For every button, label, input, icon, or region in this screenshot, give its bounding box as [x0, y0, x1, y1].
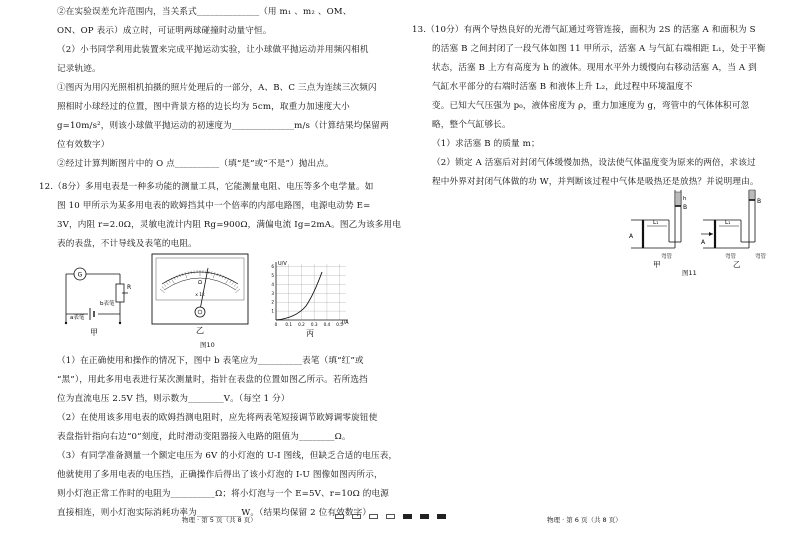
omega-label: Ω	[198, 280, 202, 286]
text-line: g=10m/s²，则该小球做平抛运动的初速度为______________m/s（计算结果均保留两	[57, 121, 389, 131]
question-13-line: 气缸水平部分的右端时活塞 B 和液体上升 L₂，此过程中环境温度不	[432, 82, 693, 92]
h-label: h	[683, 196, 687, 202]
dial-range-label: x 1k	[195, 293, 205, 298]
question-13-line: 13.（10分）有两个导热良好的光滑气缸通过弯管连接，面积为 2S 的活塞 A 和面积为 S	[412, 25, 756, 35]
text-line: ①图丙为用闪光照相机拍摄的照片处理后的一部分，A、B、C 三点为连续三次频闪	[57, 83, 377, 93]
x-tick-label: 0.2	[298, 322, 305, 327]
binding-square	[352, 514, 361, 519]
text-line: 则小灯泡正常工作时的电阻为__________Ω；将小灯泡与一个 E=5V、r=10Ω 的电源	[57, 489, 389, 499]
figure-bing-label: 丙	[306, 329, 314, 338]
piston-b-label: B	[683, 204, 688, 211]
figure-10-caption: 图10	[200, 341, 215, 349]
question-13-line: 的活塞 B 之间封闭了一段气体如图 11 甲所示，活塞 A 与气缸右端相距 L₁，处于平衡	[432, 44, 766, 54]
x-tick-label: 0.4	[323, 322, 331, 327]
l1-label: L₁	[653, 220, 659, 226]
text-line: ②在实验误差允许范围内，当关系式______________（用 m₁ 、m₂ 、OM、	[57, 7, 352, 17]
text-line: 他就使用了多用电表的电压挡，正确操作后得出了该小灯泡的 I-U 图像如图丙所示，	[57, 470, 383, 480]
resistor-label: R	[127, 284, 132, 291]
figure-jia-label: 甲	[90, 328, 98, 336]
liquid-column	[675, 192, 681, 206]
pipe-label: 弯管	[725, 254, 737, 260]
question-12-line: 12.（8分）多用电表是一种多功能的测量工具，它能测量电阻、电压等多个电学量。如	[39, 182, 374, 192]
figure-11-caption: 图11	[682, 269, 697, 277]
figure-10-graph	[262, 258, 354, 338]
text-line: （2）小书同学利用此装置来完成平抛运动实验，让小球做平抛运动并用频闪相机	[57, 45, 369, 55]
figure-10-meter	[150, 252, 250, 334]
x-tick-label: 0.5	[336, 322, 343, 327]
question-13	[412, 21, 765, 192]
right-page-footer: 物理 · 第 6 页（共 8 页）	[547, 516, 622, 524]
iu-curve	[276, 272, 322, 320]
binding-square	[386, 514, 395, 519]
question-13-line: 状态，活塞 B 上方有高度为 h 的液体。现用水平外力缓慢向右移动活塞 A，当 A 到	[432, 63, 757, 73]
figure-11-jia-label: 甲	[653, 260, 661, 268]
graph-xticks	[275, 322, 344, 327]
text-line: ON、OP 表示）成立时，可证明两球碰撞时动量守恒。	[57, 26, 272, 36]
text-line: （2）在使用该多用电表的欧姆挡测电阻时，应先将两表笔短接调节欧姆调零旋钮使	[57, 413, 378, 423]
graph-yticks	[271, 264, 274, 313]
question-13-line: （2）锁定 A 活塞后对封闭气体缓慢加热，设法使气体温度变为原来的两倍，求该过	[432, 158, 756, 168]
left-page-footer: 物理 · 第 5 页（共 8 页）	[182, 516, 257, 524]
question-13-line: 略，整个气缸够长。	[432, 120, 511, 130]
text-line: “黑”），用此多用电表进行某次测量时，指针在表盘的位置如图乙所示。若所选挡	[57, 375, 368, 385]
graph-ylabel: U/V	[278, 261, 287, 267]
text-line: 直接相连，则小灯泡实际消耗功率为__________W。（结果均保留 2 位有效数字）	[57, 508, 372, 518]
text-line: 表盘指针指向右边“0”刻度，此时滑动变阻器接入电路的阻值为________Ω。	[57, 432, 351, 442]
y-tick-label: 4	[271, 281, 274, 287]
question-12	[39, 178, 401, 254]
figure-11-yi	[697, 186, 777, 268]
question-12-parts	[57, 352, 397, 523]
text-line: 照相时小球经过的位置，图中背景方格的边长均为 5cm，取重力加速度大小	[57, 102, 350, 112]
l1-label: L₁	[725, 220, 731, 226]
a-pen-label: a表笔	[70, 315, 85, 321]
liquid-column	[749, 190, 755, 200]
text-line: 位为直流电压 2.5V 挡，则示数为________V。（每空 1 分）	[57, 394, 290, 404]
question-13-line: 程中外界对封闭气体做的功 W，并判断该过程中气体是吸热还是放热？并说明理由。	[432, 177, 759, 187]
text-line: （3）有同学准备测量一个额定电压为 6V 的小灯泡的 U-I 图线，但缺乏合适的电压表，	[57, 451, 398, 461]
right-page	[397, 0, 794, 546]
binding-square	[369, 514, 378, 519]
text-line: 记录轨迹。	[57, 64, 101, 74]
question-12-line: 图 10 甲所示为某多用电表的欧姆挡其中一个倍率的内部电路图，电源电动势 E=	[57, 201, 371, 211]
piston-b-label: B	[757, 198, 762, 205]
text-line: （1）在正确使用和操作的情况下，图中 b 表笔应为__________表笔（填“红”或	[57, 356, 364, 366]
y-tick-label: 6	[271, 264, 274, 270]
y-tick-label: 2	[271, 299, 274, 305]
piston-a-label: A	[701, 239, 706, 246]
text-line: 位有效数字）	[57, 140, 110, 150]
pipe-label: 弯管	[755, 254, 767, 260]
question-13-line: 变。已知大气压强为 p₀，液体密度为 ρ，重力加速度为 g，弯管中的气体体积可忽	[432, 101, 750, 111]
left-top-text	[57, 3, 389, 174]
pipe-label: 弯管	[661, 254, 673, 260]
figure-yi-label: 乙	[196, 326, 204, 334]
question-12-line: 3V，内阻 r=2.0Ω，灵敏电流计内阻 Rg=900Ω，满偏电流 Ig=2mA。图乙为该多用电	[57, 220, 402, 230]
x-tick-label: 0.3	[310, 322, 318, 327]
piston-a-label: A	[629, 233, 634, 240]
galvanometer-label: G	[77, 271, 83, 279]
y-tick-label: 5	[271, 273, 274, 279]
b-pen-label: b表笔	[100, 301, 115, 307]
x-tick-label: 0.1	[285, 322, 293, 327]
text-line: ②经过计算判断图片中的 O 点__________（填“是”或“不是”）抛出点。	[57, 159, 334, 169]
figure-11-yi-label: 乙	[733, 260, 741, 268]
y-tick-label: 3	[271, 290, 274, 296]
graph-grid	[276, 264, 346, 320]
graph-xlabel: I/A	[342, 320, 349, 326]
y-tick-label: 1	[271, 308, 274, 314]
question-13-line: （1）求活塞 B 的质量 m；	[432, 139, 540, 149]
x-tick-label: 0	[274, 322, 278, 327]
question-12-line: 表的表盘，不计导线及表笔的电阻。	[57, 239, 197, 249]
figure-11-jia	[623, 186, 693, 268]
binding-square	[335, 514, 344, 519]
figure-10-circuit	[58, 256, 136, 336]
